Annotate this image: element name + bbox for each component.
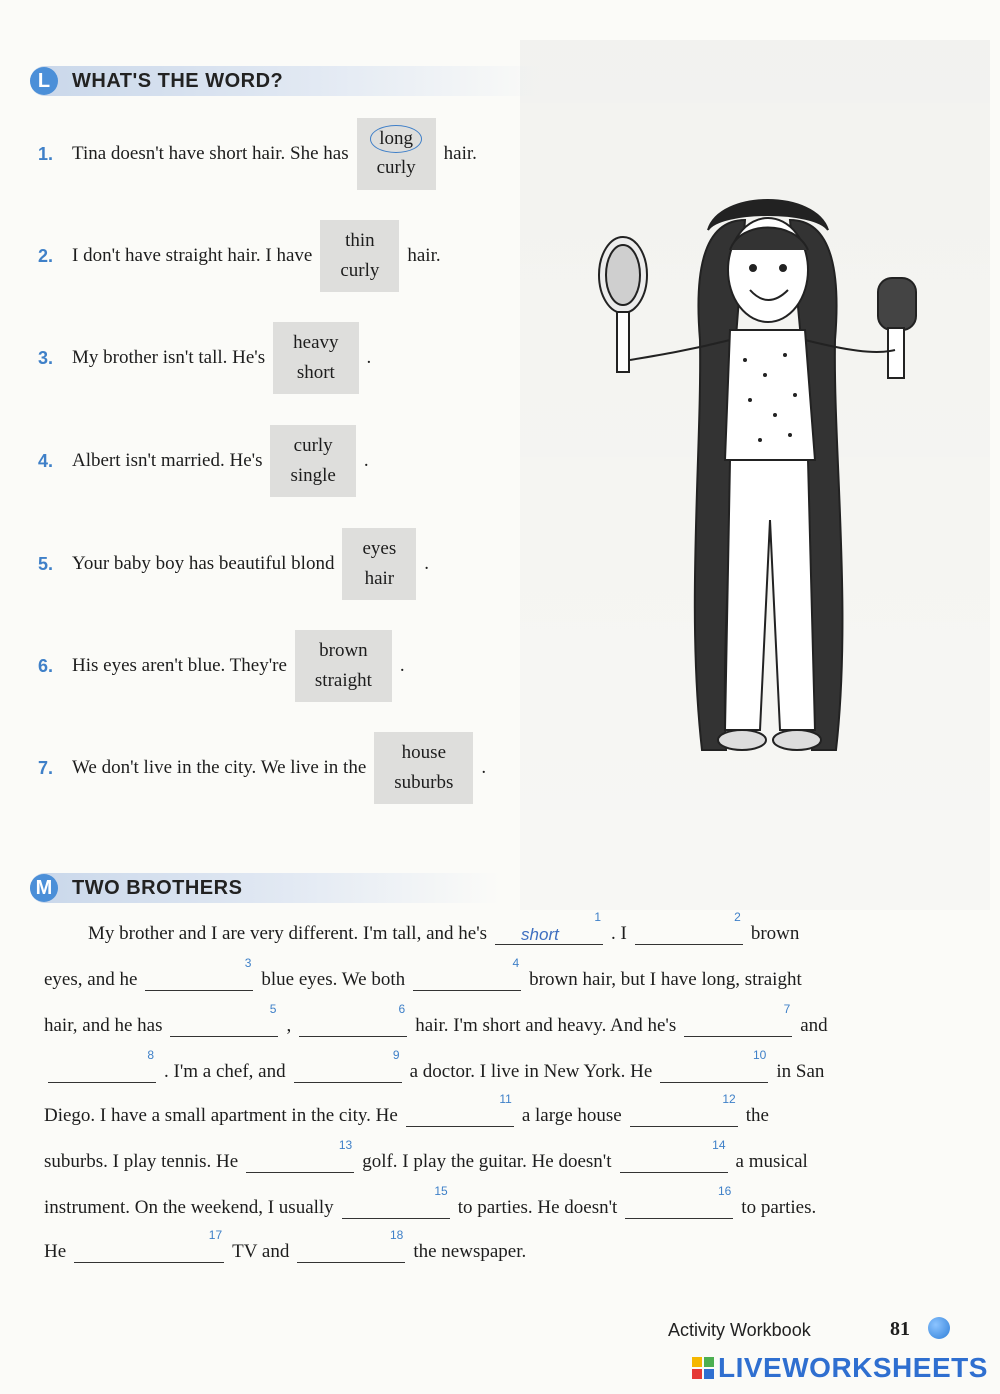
liveworksheets-text: LIVEWORKSHEETS xyxy=(718,1352,988,1383)
paragraph-text: He xyxy=(44,1241,67,1262)
brand-square xyxy=(704,1357,714,1367)
paragraph-line xyxy=(42,1002,830,1037)
question-ending: hair. xyxy=(407,245,441,266)
question-6 xyxy=(38,630,405,702)
paragraph-text: Diego. I have a small apartment in the city. He xyxy=(44,1105,398,1126)
paragraph-line xyxy=(42,1228,528,1263)
paragraph-text: in San xyxy=(776,1061,825,1082)
liveworksheets-logo xyxy=(692,1352,988,1384)
question-text: We don't live in the city. We live in the xyxy=(72,757,367,778)
hairbrush-icon xyxy=(878,278,916,378)
workbook-label: Activity Workbook xyxy=(668,1320,811,1340)
paragraph-line xyxy=(42,1184,818,1219)
question-3 xyxy=(38,322,371,394)
filled-answer: short xyxy=(521,925,559,944)
blank-number: 17 xyxy=(208,1228,223,1242)
question-ending: . xyxy=(481,757,487,778)
paragraph-text: eyes, and he xyxy=(44,969,138,990)
choice-option-straight[interactable]: straight xyxy=(314,670,372,691)
question-text: His eyes aren't blue. They're xyxy=(72,655,287,676)
section-l-badge: L xyxy=(30,67,58,95)
hand-mirror-icon xyxy=(599,237,647,372)
blank-number: 14 xyxy=(712,1138,726,1152)
paragraph-line xyxy=(42,1092,771,1127)
paragraph-line xyxy=(42,956,804,991)
question-number: 3. xyxy=(38,347,54,368)
question-5 xyxy=(38,528,429,600)
answer-blank-16[interactable] xyxy=(625,1184,733,1219)
brand-square xyxy=(692,1357,702,1367)
blank-number: 3 xyxy=(244,956,252,970)
blank-number: 1 xyxy=(594,910,602,924)
question-1 xyxy=(38,118,477,190)
paragraph-text: a large house xyxy=(521,1105,622,1126)
question-ending: . xyxy=(424,553,429,574)
answer-blank-9[interactable] xyxy=(294,1048,402,1083)
section-m-badge: M xyxy=(30,874,58,902)
choice-option-brown[interactable]: brown xyxy=(319,640,368,661)
choice-option-long[interactable]: long xyxy=(370,125,422,153)
paragraph-text: My brother and I are very different. I'm tall, and he's xyxy=(88,923,488,944)
question-text: Tina doesn't have short hair. She has xyxy=(72,143,349,164)
answer-blank-7[interactable] xyxy=(684,1002,792,1037)
girl-illustration xyxy=(590,190,930,790)
paragraph-text: instrument. On the weekend, I usually xyxy=(44,1197,334,1218)
page-number: 81 xyxy=(890,1318,910,1340)
blank-number: 12 xyxy=(722,1092,736,1106)
question-number: 2. xyxy=(38,245,54,266)
brand-square xyxy=(704,1369,714,1379)
choice-option-house[interactable]: house xyxy=(401,742,446,763)
answer-blank-8[interactable] xyxy=(48,1048,156,1083)
blank-number: 6 xyxy=(398,1002,406,1016)
answer-blank-5[interactable] xyxy=(170,1002,278,1037)
choice-box xyxy=(342,528,416,600)
blank-number: 13 xyxy=(338,1138,353,1152)
question-number: 4. xyxy=(38,450,54,471)
paragraph-text: TV and xyxy=(232,1241,290,1262)
section-l-title: WHAT'S THE WORD? xyxy=(72,69,284,92)
choice-box xyxy=(273,322,358,394)
paragraph-text: brown hair, but I have long, straight xyxy=(529,969,802,990)
choice-option-curly[interactable]: curly xyxy=(376,157,416,178)
answer-blank-3[interactable] xyxy=(145,956,253,991)
choice-option-suburbs[interactable]: suburbs xyxy=(394,772,454,793)
blank-number: 16 xyxy=(717,1184,732,1198)
choice-option-thin[interactable]: thin xyxy=(345,230,375,251)
paragraph-text: a doctor. I live in New York. He xyxy=(409,1061,653,1082)
choice-box xyxy=(295,630,392,702)
question-number: 7. xyxy=(38,757,54,778)
paragraph-text: , xyxy=(286,1015,292,1036)
answer-blank-6[interactable] xyxy=(299,1002,407,1037)
answer-blank-1[interactable] xyxy=(495,910,603,945)
paragraph-text: to parties. xyxy=(741,1197,817,1218)
question-number: 1. xyxy=(38,143,54,164)
blank-number: 8 xyxy=(147,1048,154,1062)
blank-number: 18 xyxy=(389,1228,404,1242)
choice-option-short[interactable]: short xyxy=(296,362,335,383)
blank-number: 11 xyxy=(499,1092,512,1106)
answer-blank-11[interactable] xyxy=(406,1092,514,1127)
blank-number: 15 xyxy=(434,1184,448,1198)
blank-number: 4 xyxy=(512,956,520,970)
answer-blank-13[interactable] xyxy=(246,1138,354,1173)
paragraph-line xyxy=(86,910,801,945)
paragraph-text: a musical xyxy=(735,1151,808,1172)
answer-blank-12[interactable] xyxy=(630,1092,738,1127)
answer-blank-10[interactable] xyxy=(660,1048,768,1083)
choice-option-curly[interactable]: curly xyxy=(293,435,333,456)
paragraph-text: to parties. He doesn't xyxy=(457,1197,618,1218)
blank-number: 7 xyxy=(783,1002,791,1016)
question-text: My brother isn't tall. He's xyxy=(72,347,266,368)
choice-option-eyes[interactable]: eyes xyxy=(362,538,397,559)
answer-blank-14[interactable] xyxy=(620,1138,728,1173)
blank-number: 9 xyxy=(392,1048,400,1062)
paragraph-text: hair. I'm short and heavy. And he's xyxy=(415,1015,677,1036)
section-m-title: TWO BROTHERS xyxy=(72,876,243,899)
answer-blank-15[interactable] xyxy=(342,1184,450,1219)
choice-option-hair[interactable]: hair xyxy=(364,568,395,589)
choice-box xyxy=(320,220,399,292)
liveworksheets-icon xyxy=(692,1357,714,1379)
paragraph-line xyxy=(42,1048,826,1083)
answer-blank-18[interactable] xyxy=(297,1228,405,1263)
question-text: I don't have straight hair. I have xyxy=(72,245,313,266)
paragraph-text: the xyxy=(745,1105,769,1126)
blank-number: 2 xyxy=(734,910,741,924)
question-ending: hair. xyxy=(443,143,477,164)
question-text: Albert isn't married. He's xyxy=(72,450,263,471)
question-number: 5. xyxy=(38,553,54,574)
question-text: Your baby boy has beautiful blond xyxy=(72,553,335,574)
question-4 xyxy=(38,425,369,497)
choice-option-curly[interactable]: curly xyxy=(340,260,380,281)
question-ending: . xyxy=(363,450,369,471)
question-ending: . xyxy=(399,655,405,676)
paragraph-text: the newspaper. xyxy=(413,1241,527,1262)
paragraph-text: suburbs. I play tennis. He xyxy=(44,1151,239,1172)
answer-blank-2[interactable] xyxy=(635,910,743,945)
paragraph-text: and xyxy=(800,1015,828,1036)
section-l-header xyxy=(30,66,550,96)
paragraph-text: brown xyxy=(750,923,800,944)
blank-number: 5 xyxy=(269,1002,277,1016)
brand-square xyxy=(692,1369,702,1379)
paragraph-text: blue eyes. We both xyxy=(261,969,406,990)
choice-box xyxy=(374,732,473,804)
question-7 xyxy=(38,732,486,804)
section-m-header xyxy=(30,873,500,903)
question-number: 6. xyxy=(38,655,54,676)
choice-box xyxy=(357,118,436,190)
paragraph-text: hair, and he has xyxy=(44,1015,163,1036)
paragraph-text: golf. I play the guitar. He doesn't xyxy=(362,1151,612,1172)
question-2 xyxy=(38,220,441,292)
paragraph-line xyxy=(42,1138,810,1173)
choice-option-single[interactable]: single xyxy=(290,465,336,486)
blank-number: 10 xyxy=(752,1048,767,1062)
answer-blank-17[interactable] xyxy=(74,1228,224,1263)
page-dot-icon xyxy=(928,1317,950,1339)
choice-option-heavy[interactable]: heavy xyxy=(293,332,339,353)
paragraph-text: . I'm a chef, and xyxy=(164,1061,286,1082)
answer-blank-4[interactable] xyxy=(413,956,521,991)
question-ending: . xyxy=(366,347,372,368)
choice-box xyxy=(270,425,355,497)
paragraph-text: . I xyxy=(611,923,627,944)
